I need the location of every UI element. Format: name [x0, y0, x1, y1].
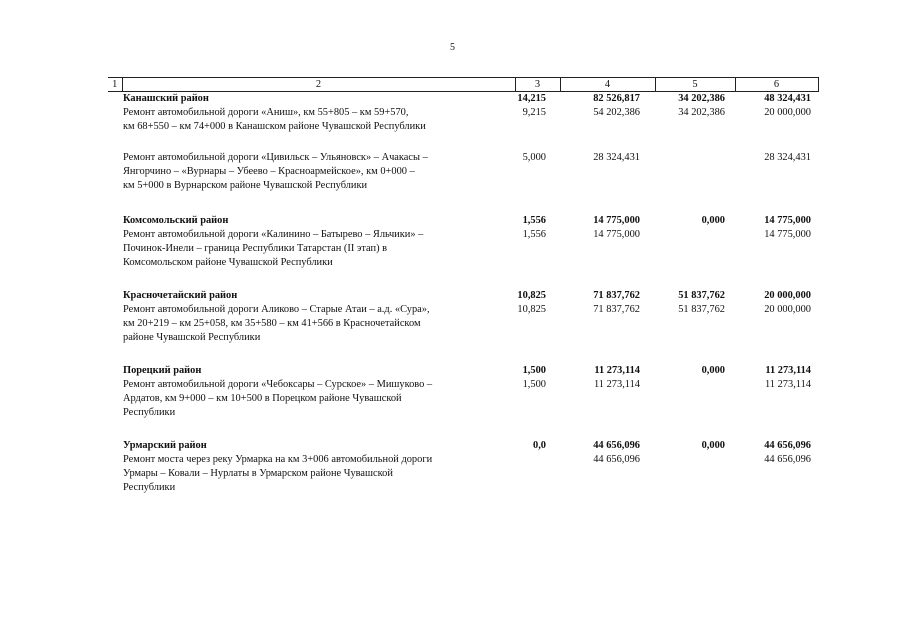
district-row: [108, 364, 818, 378]
row-index-cell: [108, 92, 122, 107]
column-header-3: 3: [515, 78, 560, 92]
spacer-cell: [108, 345, 818, 364]
row-index-cell: [108, 303, 122, 345]
description-line: Ремонт автомобильной дороги «Цивильск – Ульяновск» – Ачакасы –: [123, 152, 428, 163]
district-row: [108, 92, 818, 107]
district-total: 71 837,762: [593, 290, 640, 301]
description-line: районе Чувашской Республики: [123, 332, 261, 343]
project-length: 1,556: [522, 229, 546, 240]
project-col6: 20 000,000: [764, 304, 811, 315]
row-index-cell: [108, 439, 122, 453]
district-total: 14 775,000: [593, 215, 640, 226]
project-length: 9,215: [522, 107, 546, 118]
project-row: [108, 106, 818, 134]
project-total: 71 837,762: [593, 304, 640, 315]
description-line: Ремонт автомобильной дороги Аликово – Старые Атаи – а.д. «Сура»,: [123, 304, 430, 315]
project-description: [122, 303, 515, 345]
row-index-cell: [108, 453, 122, 495]
project-description: [122, 106, 515, 134]
project-total: 14 775,000: [593, 229, 640, 240]
project-total: 28 324,431: [593, 152, 640, 163]
description-line: Ремонт автомобильной дороги «Аниш», км 55+805 – км 59+570,: [123, 107, 409, 118]
district-length: 10,825: [517, 290, 546, 301]
project-length: 10,825: [517, 304, 546, 315]
district-length: 1,556: [522, 215, 546, 226]
district-total: 82 526,817: [593, 93, 640, 104]
district-col5: 0,000: [701, 440, 725, 451]
description-line: Республики: [123, 407, 176, 418]
column-header-6: 6: [735, 78, 818, 92]
spacer-cell: [108, 420, 818, 439]
project-row: [108, 151, 818, 193]
funding-table: [108, 77, 819, 495]
project-row: [108, 303, 818, 345]
project-row: [108, 378, 818, 420]
district-length: 14,215: [517, 93, 546, 104]
column-header-2: 2: [122, 78, 515, 92]
description-line: Республики: [123, 482, 176, 493]
district-name: Канашский район: [123, 93, 209, 104]
table-header-row: [108, 78, 818, 92]
description-line: км 5+000 в Вурнарском районе Чувашской Республики: [123, 180, 368, 191]
district-col6: 20 000,000: [764, 290, 811, 301]
district-col5: 51 837,762: [678, 290, 725, 301]
project-description: [122, 228, 515, 270]
project-col6: 11 273,114: [765, 379, 811, 390]
district-name: Комсомольский район: [123, 215, 229, 226]
project-col5: 51 837,762: [678, 304, 725, 315]
row-index-cell: [108, 106, 122, 134]
project-description: [122, 453, 515, 495]
district-row: [108, 289, 818, 303]
project-total: 54 202,386: [593, 107, 640, 118]
spacer-row: [108, 134, 818, 151]
district-length: 0,0: [533, 440, 546, 451]
project-row: [108, 228, 818, 270]
spacer-cell: [108, 193, 818, 214]
district-total: 44 656,096: [593, 440, 640, 451]
row-index-cell: [108, 151, 122, 193]
column-header-1: 1: [108, 78, 122, 92]
row-index-cell: [108, 378, 122, 420]
project-col5: [655, 453, 735, 495]
district-col5: 0,000: [701, 215, 725, 226]
description-line: Ремонт автомобильной дороги «Калинино – Батырево – Яльчики» –: [123, 229, 424, 240]
project-description: [122, 378, 515, 420]
page-number: 5: [450, 42, 455, 53]
description-line: Ардатов, км 9+000 – км 10+500 в Порецком районе Чувашской: [123, 393, 402, 404]
project-col5: [655, 228, 735, 270]
spacer-row: [108, 193, 818, 214]
description-line: Комсомольском районе Чувашской Республики: [123, 257, 333, 268]
project-description: [122, 151, 515, 193]
district-col5: 0,000: [701, 365, 725, 376]
spacer-row: [108, 420, 818, 439]
column-header-4: 4: [560, 78, 655, 92]
description-line: Ремонт моста через реку Урмарка на км 3+006 автомобильной дороги: [123, 454, 433, 465]
column-header-5: 5: [655, 78, 735, 92]
project-total: 44 656,096: [593, 454, 640, 465]
project-row: [108, 453, 818, 495]
row-index-cell: [108, 214, 122, 228]
description-line: Починок-Инели – граница Республики Татарстан (II этап) в: [123, 243, 388, 254]
district-length: 1,500: [522, 365, 546, 376]
row-index-cell: [108, 228, 122, 270]
project-length: 5,000: [522, 152, 546, 163]
spacer-cell: [108, 134, 818, 151]
description-line: км 20+219 – км 25+058, км 35+580 – км 41+566 в Красночетайском: [123, 318, 421, 329]
spacer-row: [108, 345, 818, 364]
district-col6: 44 656,096: [764, 440, 811, 451]
project-col6: 28 324,431: [764, 152, 811, 163]
description-line: Урмары – Ковали – Нурлаты в Урмарском районе Чувашской: [123, 468, 393, 479]
description-line: км 68+550 – км 74+000 в Канашском районе Чувашской Республики: [123, 121, 426, 132]
district-name: Порецкий район: [123, 365, 202, 376]
project-length: 1,500: [522, 379, 546, 390]
district-name: Красночетайский район: [123, 290, 238, 301]
district-col6: 48 324,431: [764, 93, 811, 104]
project-col5: [655, 378, 735, 420]
district-col5: 34 202,386: [678, 93, 725, 104]
district-total: 11 273,114: [594, 365, 640, 376]
project-col5: 34 202,386: [678, 107, 725, 118]
district-col6: 14 775,000: [764, 215, 811, 226]
project-col6: 20 000,000: [764, 107, 811, 118]
district-row: [108, 214, 818, 228]
district-row: [108, 439, 818, 453]
row-index-cell: [108, 364, 122, 378]
district-name: Урмарский район: [123, 440, 207, 451]
project-col6: 44 656,096: [764, 454, 811, 465]
project-col5: [655, 151, 735, 193]
project-col6: 14 775,000: [764, 229, 811, 240]
project-length: [515, 453, 560, 495]
spacer-row: [108, 270, 818, 289]
description-line: Янгорчино – «Вурнары – Убеево – Красноармейское», км 0+000 –: [123, 166, 415, 177]
project-total: 11 273,114: [594, 379, 640, 390]
spacer-cell: [108, 270, 818, 289]
district-col6: 11 273,114: [765, 365, 811, 376]
row-index-cell: [108, 289, 122, 303]
description-line: Ремонт автомобильной дороги «Чебоксары – Сурское» – Мишуково –: [123, 379, 433, 390]
